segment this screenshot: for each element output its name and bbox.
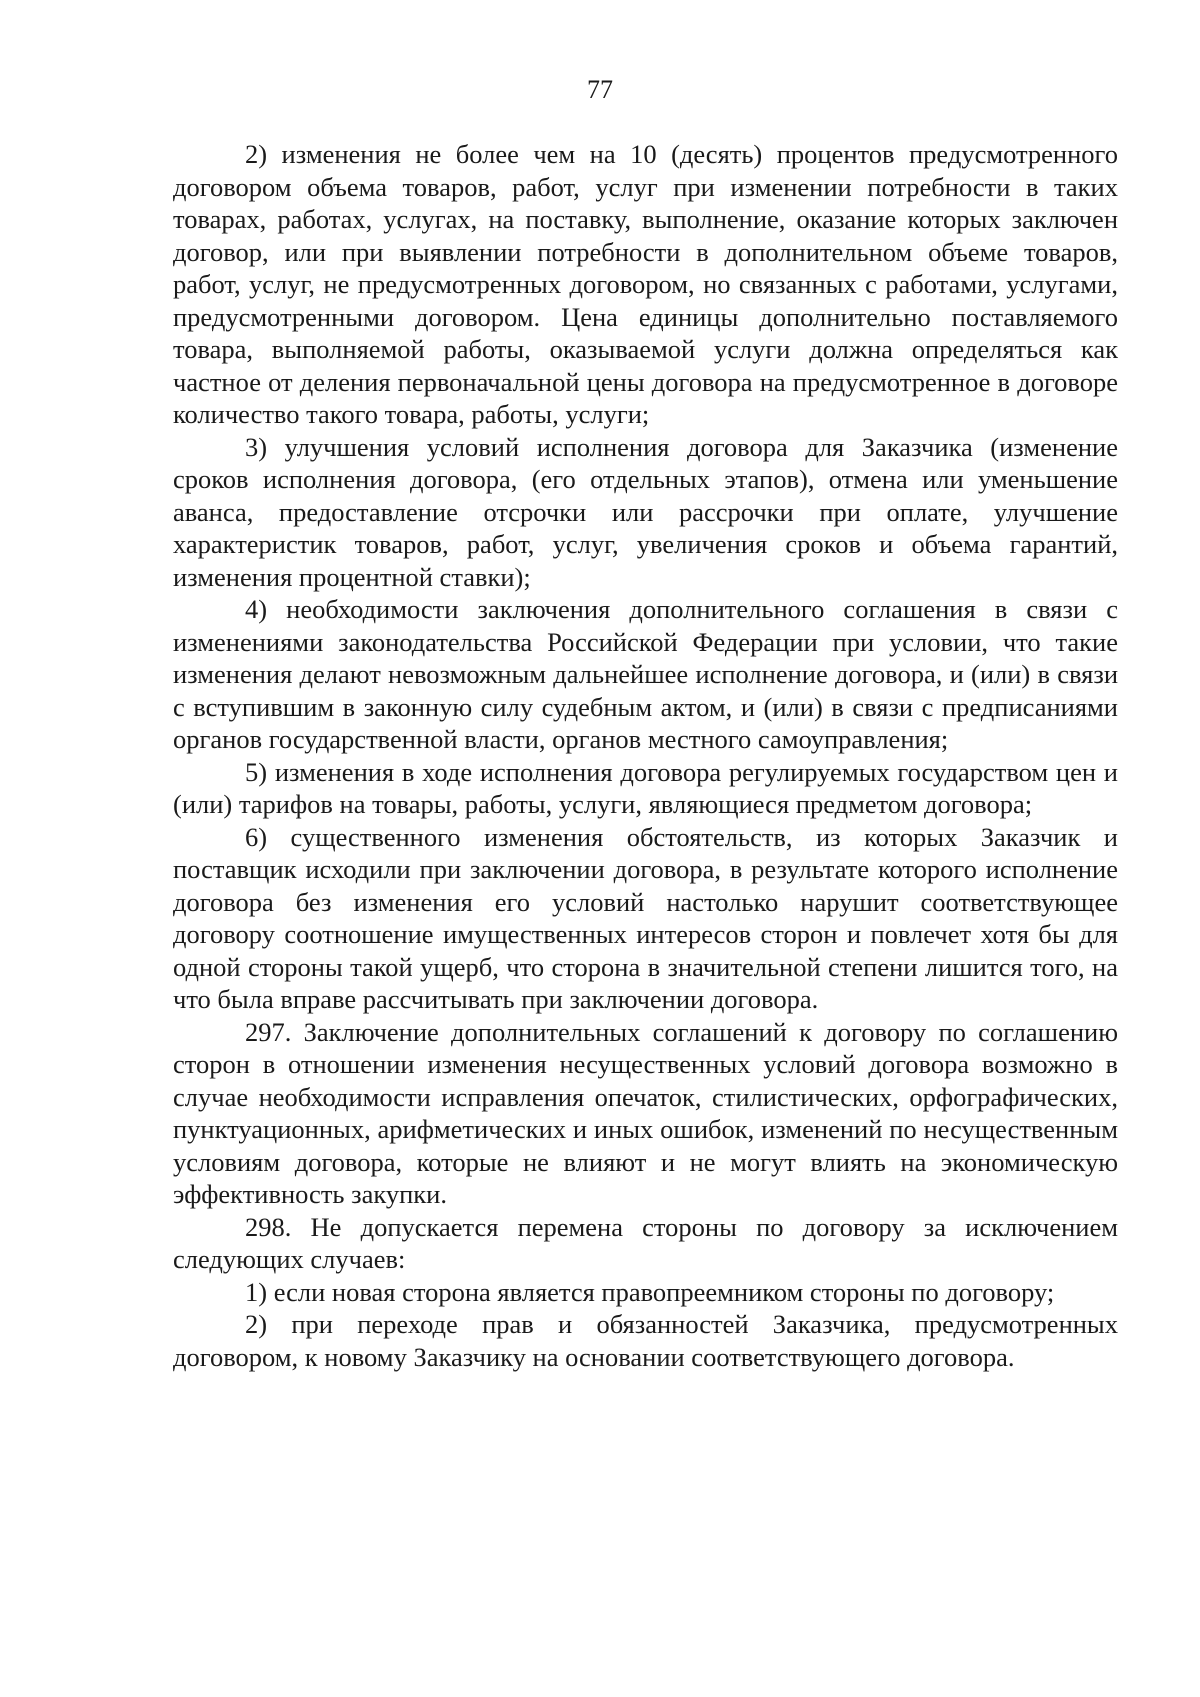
paragraph-clause-297: 297. Заключение дополнительных соглашений к договору по соглашению сторон в отношении изменения несущественных условий договора возможно в случае необходимости исправления опечаток, стилистических, орфографических, пунктуационных, арифметических и иных ошибок, изменений по несущественным условиям договора, которые не влияют и не могут влиять на экономическую эффективность закупки.	[173, 1016, 1118, 1209]
document-body	[173, 138, 1118, 1373]
paragraph-item-6-circumstances: 6) существенного изменения обстоятельств, из которых Заказчик и поставщик исходили при заключении договора, в результате которого исполнение договора без изменения его условий настолько нарушит соответствующее договору соотношение имущественных интересов сторон и повлечет хотя бы для одной стороны такой ущерб, что сторона в значительной степени лишится того, на что была вправе рассчитывать при заключении договора.	[173, 821, 1118, 1014]
paragraph-clause-298: 298. Не допускается перемена стороны по договору за исключением следующих случаев:	[173, 1211, 1118, 1274]
paragraph-item-4-legislation-changes: 4) необходимости заключения дополнительного соглашения в связи с изменениями законодательства Российской Федерации при условии, что такие изменения делают невозможным дальнейшее исполнение договора, и (или) в связи с вступившим в законную силу судебным актом, и (или) в связи с предписаниями органов государственной власти, органов местного самоуправления;	[173, 594, 1118, 754]
paragraph-item-5-regulated-prices: 5) изменения в ходе исполнения договора регулируемых государством цен и (или) тарифов на товары, работы, услуги, являющиеся предметом договора;	[173, 756, 1118, 819]
paragraph-item-2-changes-volume: 2) изменения не более чем на 10 (десять) процентов предусмотренного договором объема товаров, работ, услуг при изменении потребности в таких товарах, работах, услугах, на поставку, выполнение, оказание которых заключен договор, или при выявлении потребности в дополнительном объеме товаров, работ, услуг, не предусмотренных договором, но связанных с работами, услугами, предусмотренными договором. Цена единицы дополнительно поставляемого товара, выполняемой работы, оказываемой услуги должна определяться как частное от деления первоначальной цены договора на предусмотренное в договоре количество такого товара, работы, услуги;	[173, 139, 1118, 429]
paragraph-clause-298-item-1: 1) если новая сторона является правопреемником стороны по договору;	[245, 1276, 1055, 1307]
page-number: 77	[587, 75, 613, 104]
paragraph-item-3-improved-conditions: 3) улучшения условий исполнения договора для Заказчика (изменение сроков исполнения договора, (его отдельных этапов), отмена или уменьшение аванса, предоставление отсрочки или рассрочки при оплате, улучшение характеристик товаров, работ, услуг, увеличения сроков и объема гарантий, изменения процентной ставки);	[173, 431, 1118, 592]
paragraph-clause-298-item-2: 2) при переходе прав и обязанностей Заказчика, предусмотренных договором, к новому Заказчику на основании соответствующего договора.	[173, 1309, 1118, 1372]
